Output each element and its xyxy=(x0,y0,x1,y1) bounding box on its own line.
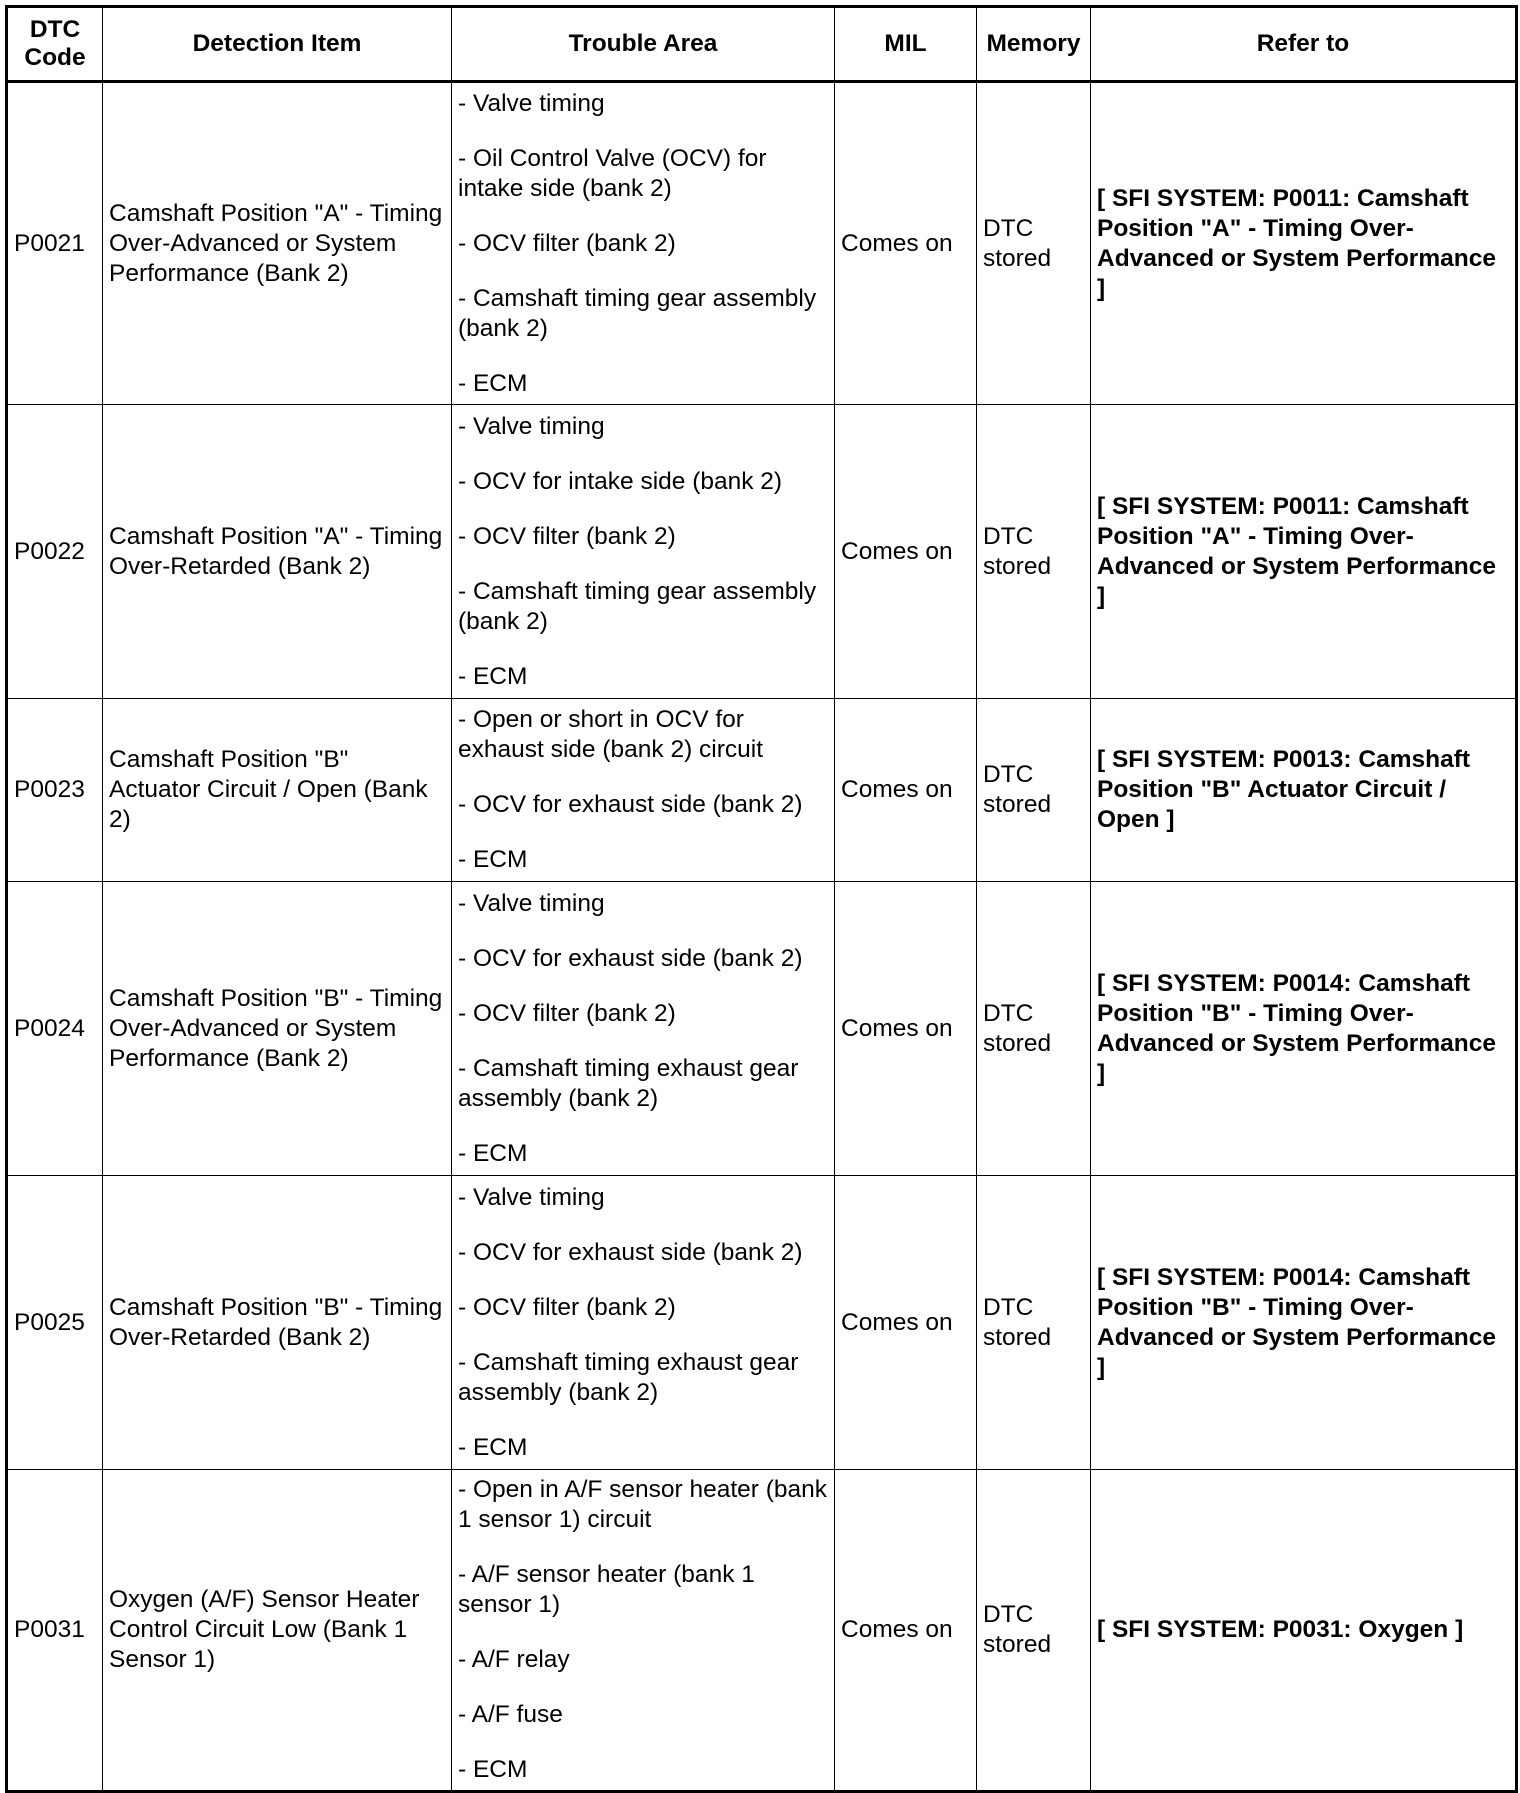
dtc-table xyxy=(5,5,1518,1793)
trouble-area-item: - OCV for intake side (bank 2) xyxy=(458,467,783,495)
trouble-area-item: - Valve timing xyxy=(458,412,605,440)
memory-status: DTC stored xyxy=(977,405,1091,699)
dtc-code: P0022 xyxy=(7,405,103,699)
trouble-area-item: - Valve timing xyxy=(458,889,605,917)
trouble-area-item: - Open or short in OCV for exhaust side (bank 2) circuit xyxy=(458,706,764,763)
trouble-area-item: - ECM xyxy=(458,1756,528,1783)
refer-to-link[interactable]: [ SFI SYSTEM: P0011: Camshaft Position "A" - Timing Over-Advanced or System Performance ] xyxy=(1091,405,1517,699)
table-row xyxy=(7,1176,1517,1470)
memory-status: DTC stored xyxy=(977,1470,1091,1792)
trouble-area-item: - OCV filter (bank 2) xyxy=(458,522,676,550)
trouble-area xyxy=(452,1470,835,1792)
header-memory: Memory xyxy=(977,7,1091,82)
header-dtc-code: DTC Code xyxy=(7,7,103,82)
table-row xyxy=(7,1470,1517,1792)
trouble-area-item: - OCV filter (bank 2) xyxy=(458,1293,676,1321)
detection-item: Camshaft Position "B" Actuator Circuit / Open (Bank 2) xyxy=(103,699,452,882)
trouble-area xyxy=(452,699,835,882)
trouble-area-item: - Camshaft timing gear assembly (bank 2) xyxy=(458,577,817,635)
trouble-area-item: - OCV for exhaust side (bank 2) xyxy=(458,791,803,818)
dtc-code: P0023 xyxy=(7,699,103,882)
dtc-code: P0021 xyxy=(7,82,103,405)
mil-status: Comes on xyxy=(835,882,977,1176)
dtc-code: P0031 xyxy=(7,1470,103,1792)
refer-to-link[interactable]: [ SFI SYSTEM: P0014: Camshaft Position "B" - Timing Over-Advanced or System Performance ] xyxy=(1091,882,1517,1176)
memory-status: DTC stored xyxy=(977,699,1091,882)
trouble-area-item: - A/F relay xyxy=(458,1646,570,1673)
table-row xyxy=(7,699,1517,882)
refer-to-link[interactable]: [ SFI SYSTEM: P0031: Oxygen ] xyxy=(1091,1470,1517,1792)
detection-item: Oxygen (A/F) Sensor Heater Control Circuit Low (Bank 1 Sensor 1) xyxy=(103,1470,452,1792)
refer-to-link[interactable]: [ SFI SYSTEM: P0014: Camshaft Position "B" - Timing Over-Advanced or System Performance ] xyxy=(1091,1176,1517,1470)
trouble-area-item: - Camshaft timing gear assembly (bank 2) xyxy=(458,284,817,342)
trouble-area-item: - ECM xyxy=(458,662,528,690)
trouble-area xyxy=(452,82,835,405)
detection-item: Camshaft Position "A" - Timing Over-Advanced or System Performance (Bank 2) xyxy=(103,82,452,405)
detection-item: Camshaft Position "A" - Timing Over-Retarded (Bank 2) xyxy=(103,405,452,699)
trouble-area-item: - Valve timing xyxy=(458,1183,605,1211)
trouble-area-item: - A/F sensor heater (bank 1 sensor 1) xyxy=(458,1561,755,1618)
table-row xyxy=(7,405,1517,699)
trouble-area-item: - OCV for exhaust side (bank 2) xyxy=(458,1238,803,1266)
header-refer-to: Refer to xyxy=(1091,7,1517,82)
header-trouble-area: Trouble Area xyxy=(452,7,835,82)
header-row xyxy=(7,7,1517,82)
dtc-code: P0024 xyxy=(7,882,103,1176)
header-mil: MIL xyxy=(835,7,977,82)
detection-item: Camshaft Position "B" - Timing Over-Retarded (Bank 2) xyxy=(103,1176,452,1470)
trouble-area-item: - ECM xyxy=(458,1139,528,1167)
memory-status: DTC stored xyxy=(977,82,1091,405)
trouble-area xyxy=(452,405,835,699)
trouble-area-item: - Camshaft timing exhaust gear assembly (bank 2) xyxy=(458,1348,799,1406)
mil-status: Comes on xyxy=(835,699,977,882)
trouble-area-item: - Open in A/F sensor heater (bank 1 sensor 1) circuit xyxy=(458,1476,828,1533)
trouble-area xyxy=(452,1176,835,1470)
trouble-area-item: - Valve timing xyxy=(458,89,605,117)
table-row xyxy=(7,82,1517,405)
trouble-area-item: - A/F fuse xyxy=(458,1701,563,1728)
trouble-area-item: - OCV for exhaust side (bank 2) xyxy=(458,944,803,972)
header-detection-item: Detection Item xyxy=(103,7,452,82)
trouble-area-item: - Oil Control Valve (OCV) for intake side (bank 2) xyxy=(458,144,767,202)
trouble-area-item: - ECM xyxy=(458,369,528,397)
trouble-area-item: - Camshaft timing exhaust gear assembly (bank 2) xyxy=(458,1054,799,1112)
trouble-area-item: - OCV filter (bank 2) xyxy=(458,999,676,1027)
refer-to-link[interactable]: [ SFI SYSTEM: P0013: Camshaft Position "B" Actuator Circuit / Open ] xyxy=(1091,699,1517,882)
refer-to-link[interactable]: [ SFI SYSTEM: P0011: Camshaft Position "A" - Timing Over-Advanced or System Performance ] xyxy=(1091,82,1517,405)
trouble-area xyxy=(452,882,835,1176)
table-row xyxy=(7,882,1517,1176)
trouble-area-item: - ECM xyxy=(458,846,528,873)
mil-status: Comes on xyxy=(835,82,977,405)
mil-status: Comes on xyxy=(835,1176,977,1470)
mil-status: Comes on xyxy=(835,405,977,699)
memory-status: DTC stored xyxy=(977,1176,1091,1470)
memory-status: DTC stored xyxy=(977,882,1091,1176)
trouble-area-item: - OCV filter (bank 2) xyxy=(458,229,676,257)
dtc-code: P0025 xyxy=(7,1176,103,1470)
mil-status: Comes on xyxy=(835,1470,977,1792)
detection-item: Camshaft Position "B" - Timing Over-Advanced or System Performance (Bank 2) xyxy=(103,882,452,1176)
trouble-area-item: - ECM xyxy=(458,1433,528,1461)
